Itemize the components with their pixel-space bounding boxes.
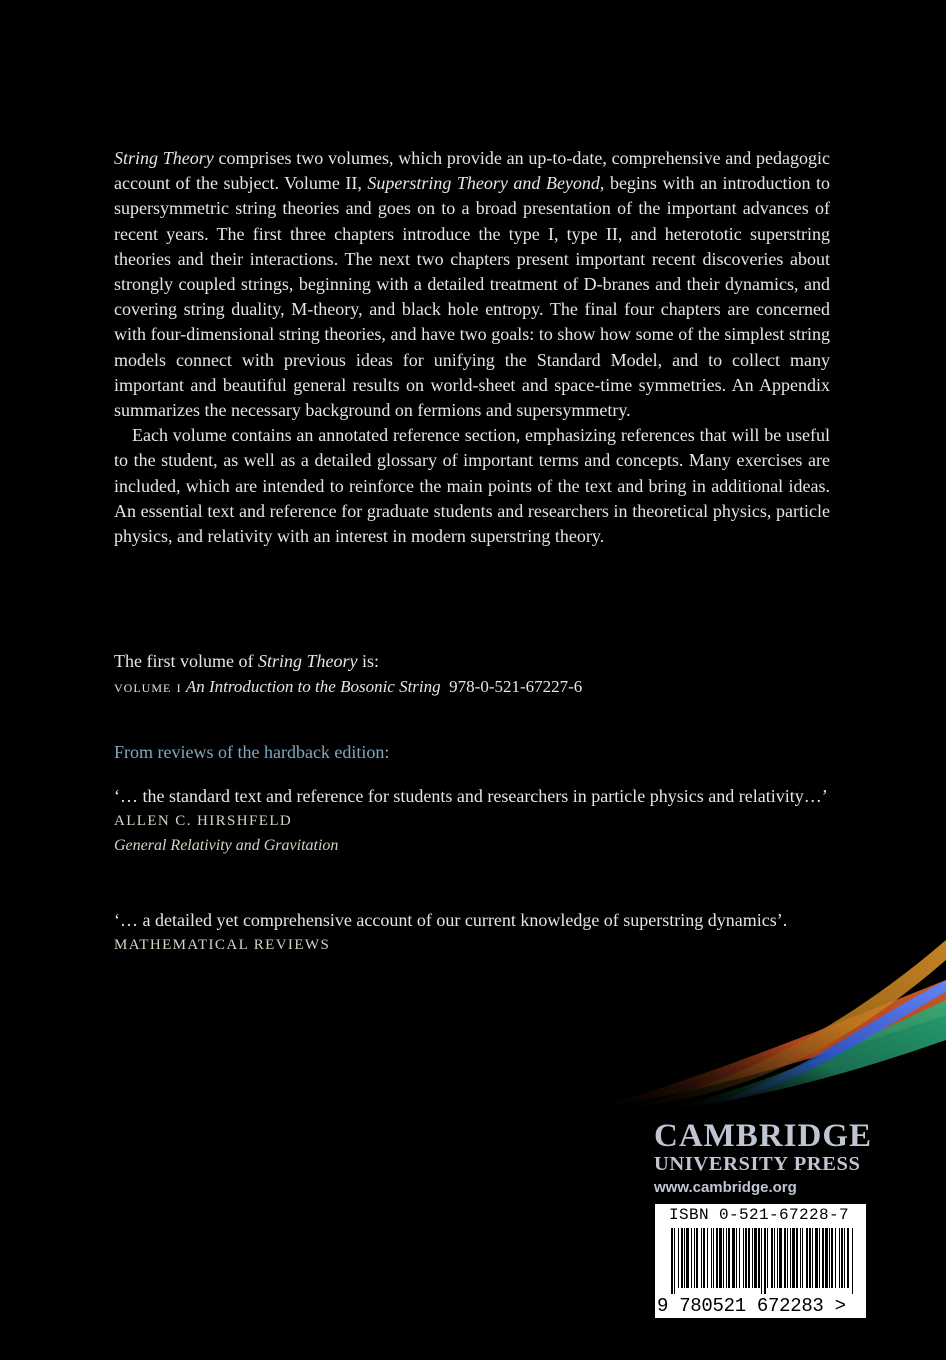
publisher-url: www.cambridge.org [654,1179,797,1196]
barcode-bar [825,1228,828,1288]
barcode-bar [844,1228,845,1288]
barcode-bar [784,1228,786,1288]
barcode-bar [745,1228,747,1288]
isbn-label: ISBN 0-521-67228-7 [669,1206,850,1224]
barcode-bar [839,1228,840,1288]
barcode-bar [812,1228,813,1288]
barcode-bar [806,1228,808,1288]
review-quote: ‘… the standard text and reference for students and researchers in particle physics and relativity…’ [114,786,828,806]
publisher-subname: UNIVERSITY PRESS [654,1153,861,1175]
barcode-bar [701,1228,702,1288]
barcode-bar [736,1228,737,1288]
barcode-bar [835,1228,836,1288]
barcode-bar [696,1228,698,1288]
review-source: General Relativity and Gravitation [114,837,339,855]
barcode-bar [694,1228,695,1288]
barcode-bar [819,1228,820,1288]
barcode-bar [777,1228,778,1288]
barcode-bar [728,1228,730,1288]
barcode-bar [732,1228,735,1288]
barcode-number: 9 780521 672283 > [657,1295,846,1317]
barcode-bar [691,1228,692,1288]
barcode-bar [707,1228,708,1288]
barcode-bar [792,1228,795,1288]
barcode-bar [787,1228,788,1288]
barcode-bar [779,1228,782,1288]
isbn-barcode [655,1204,866,1318]
barcode-bar [713,1228,714,1288]
barcode-bar [716,1228,718,1288]
description-text: , begins with an introduction to supersymmetric string theories and goes on to a broad presentation of the important advances of recent years. The first three chapters introduce the type I, type II, and heterototic superstring theories and their interactions. The next two chapters present important recent discoveries about strongly coupled strings, beginning with a detailed treatment of D-branes and their dynamics, and covering string duality, M-theory, and black hole entropy. The final four chapters are concerned with four-dimensional string theories, and have two goals: to show how some of the simplest string models connect with previous ideas for unifying the Standard Model, and to collect many important and beautiful general results on world-sheet and space-time symmetries. An Appendix summarizes the necessary background on fermions and supersymmetry. [114,173,830,421]
barcode-bar [748,1228,750,1288]
barcode-bar [767,1228,768,1288]
first-volume-entry [114,674,830,699]
volume-label: volume i [114,677,182,697]
barcode-bar [671,1228,673,1294]
description-text: comprises two volumes, which provide an up-to-date, comprehensive and pedagogic account of the subject. Volume II, [114,148,830,194]
reviews-heading: From reviews of the hardback edition: [114,742,390,762]
barcode-bar [758,1228,760,1288]
barcode-bar [774,1228,775,1288]
description-paragraph-1 [114,146,830,423]
barcode-bar [771,1228,773,1288]
barcode-bars [671,1228,853,1294]
first-volume-prefix: The first volume of [114,651,258,671]
barcode-bar [684,1228,685,1288]
barcode-bar [815,1228,818,1288]
barcode-bar [739,1228,740,1288]
barcode-bar [831,1228,833,1288]
review-1 [114,784,830,859]
first-volume-note [114,649,830,699]
description [114,146,830,549]
barcode-bar [800,1228,801,1288]
review-author: MATHEMATICAL REVIEWS [114,937,331,954]
barcode-bar [764,1228,766,1294]
barcode-bar [790,1228,791,1288]
barcode-bar [829,1228,830,1288]
light-streaks-graphic [560,920,946,1120]
volume-isbn: 978-0-521-67227-6 [449,677,583,697]
barcode-bar [852,1228,853,1294]
review-quote: ‘… a detailed yet comprehensive account of our current knowledge of superstring dynamics’. [114,910,788,930]
barcode-bar [752,1228,753,1288]
first-volume-intro [114,649,830,674]
barcode-bar [711,1228,712,1288]
first-volume-title: String Theory [257,651,358,671]
first-volume-suffix: is: [357,651,379,671]
book-title: String Theory [114,148,214,168]
barcode-bar [703,1228,705,1288]
barcode-bar [754,1228,757,1288]
publisher-name: CAMBRIDGE [654,1118,873,1154]
barcode-bar [726,1228,727,1288]
publisher-logo [654,1120,874,1200]
review-author: ALLEN C. HIRSHFELD [114,813,293,830]
barcode-bar [719,1228,722,1288]
barcode-bar [841,1228,843,1288]
barcode-bar [822,1228,824,1288]
volume-subtitle: Superstring Theory and Beyond [367,173,600,194]
barcode-bar [686,1228,689,1288]
volume-title: An Introduction to the Bosonic String [185,677,441,697]
barcode-bar [723,1228,724,1288]
barcode-bar [761,1228,762,1294]
barcode-bar [681,1228,683,1288]
barcode-bar [743,1228,744,1288]
barcode-bar [809,1228,811,1288]
barcode-bar [796,1228,798,1288]
barcode-bar [802,1228,803,1288]
description-paragraph-2: Each volume contains an annotated reference section, emphasizing references that will be useful to the student, as well as a detailed glossary of important terms and concepts. Many exercises are included, which are intended to reinforce the main points of the text and bring in additional ideas. An essential text and reference for graduate students and researchers in theoretical physics, particle physics, and relativity with an interest in modern superstring theory. [114,425,830,547]
barcode-bar [678,1228,679,1288]
barcode-bar [674,1228,675,1294]
barcode-bar [847,1228,849,1288]
